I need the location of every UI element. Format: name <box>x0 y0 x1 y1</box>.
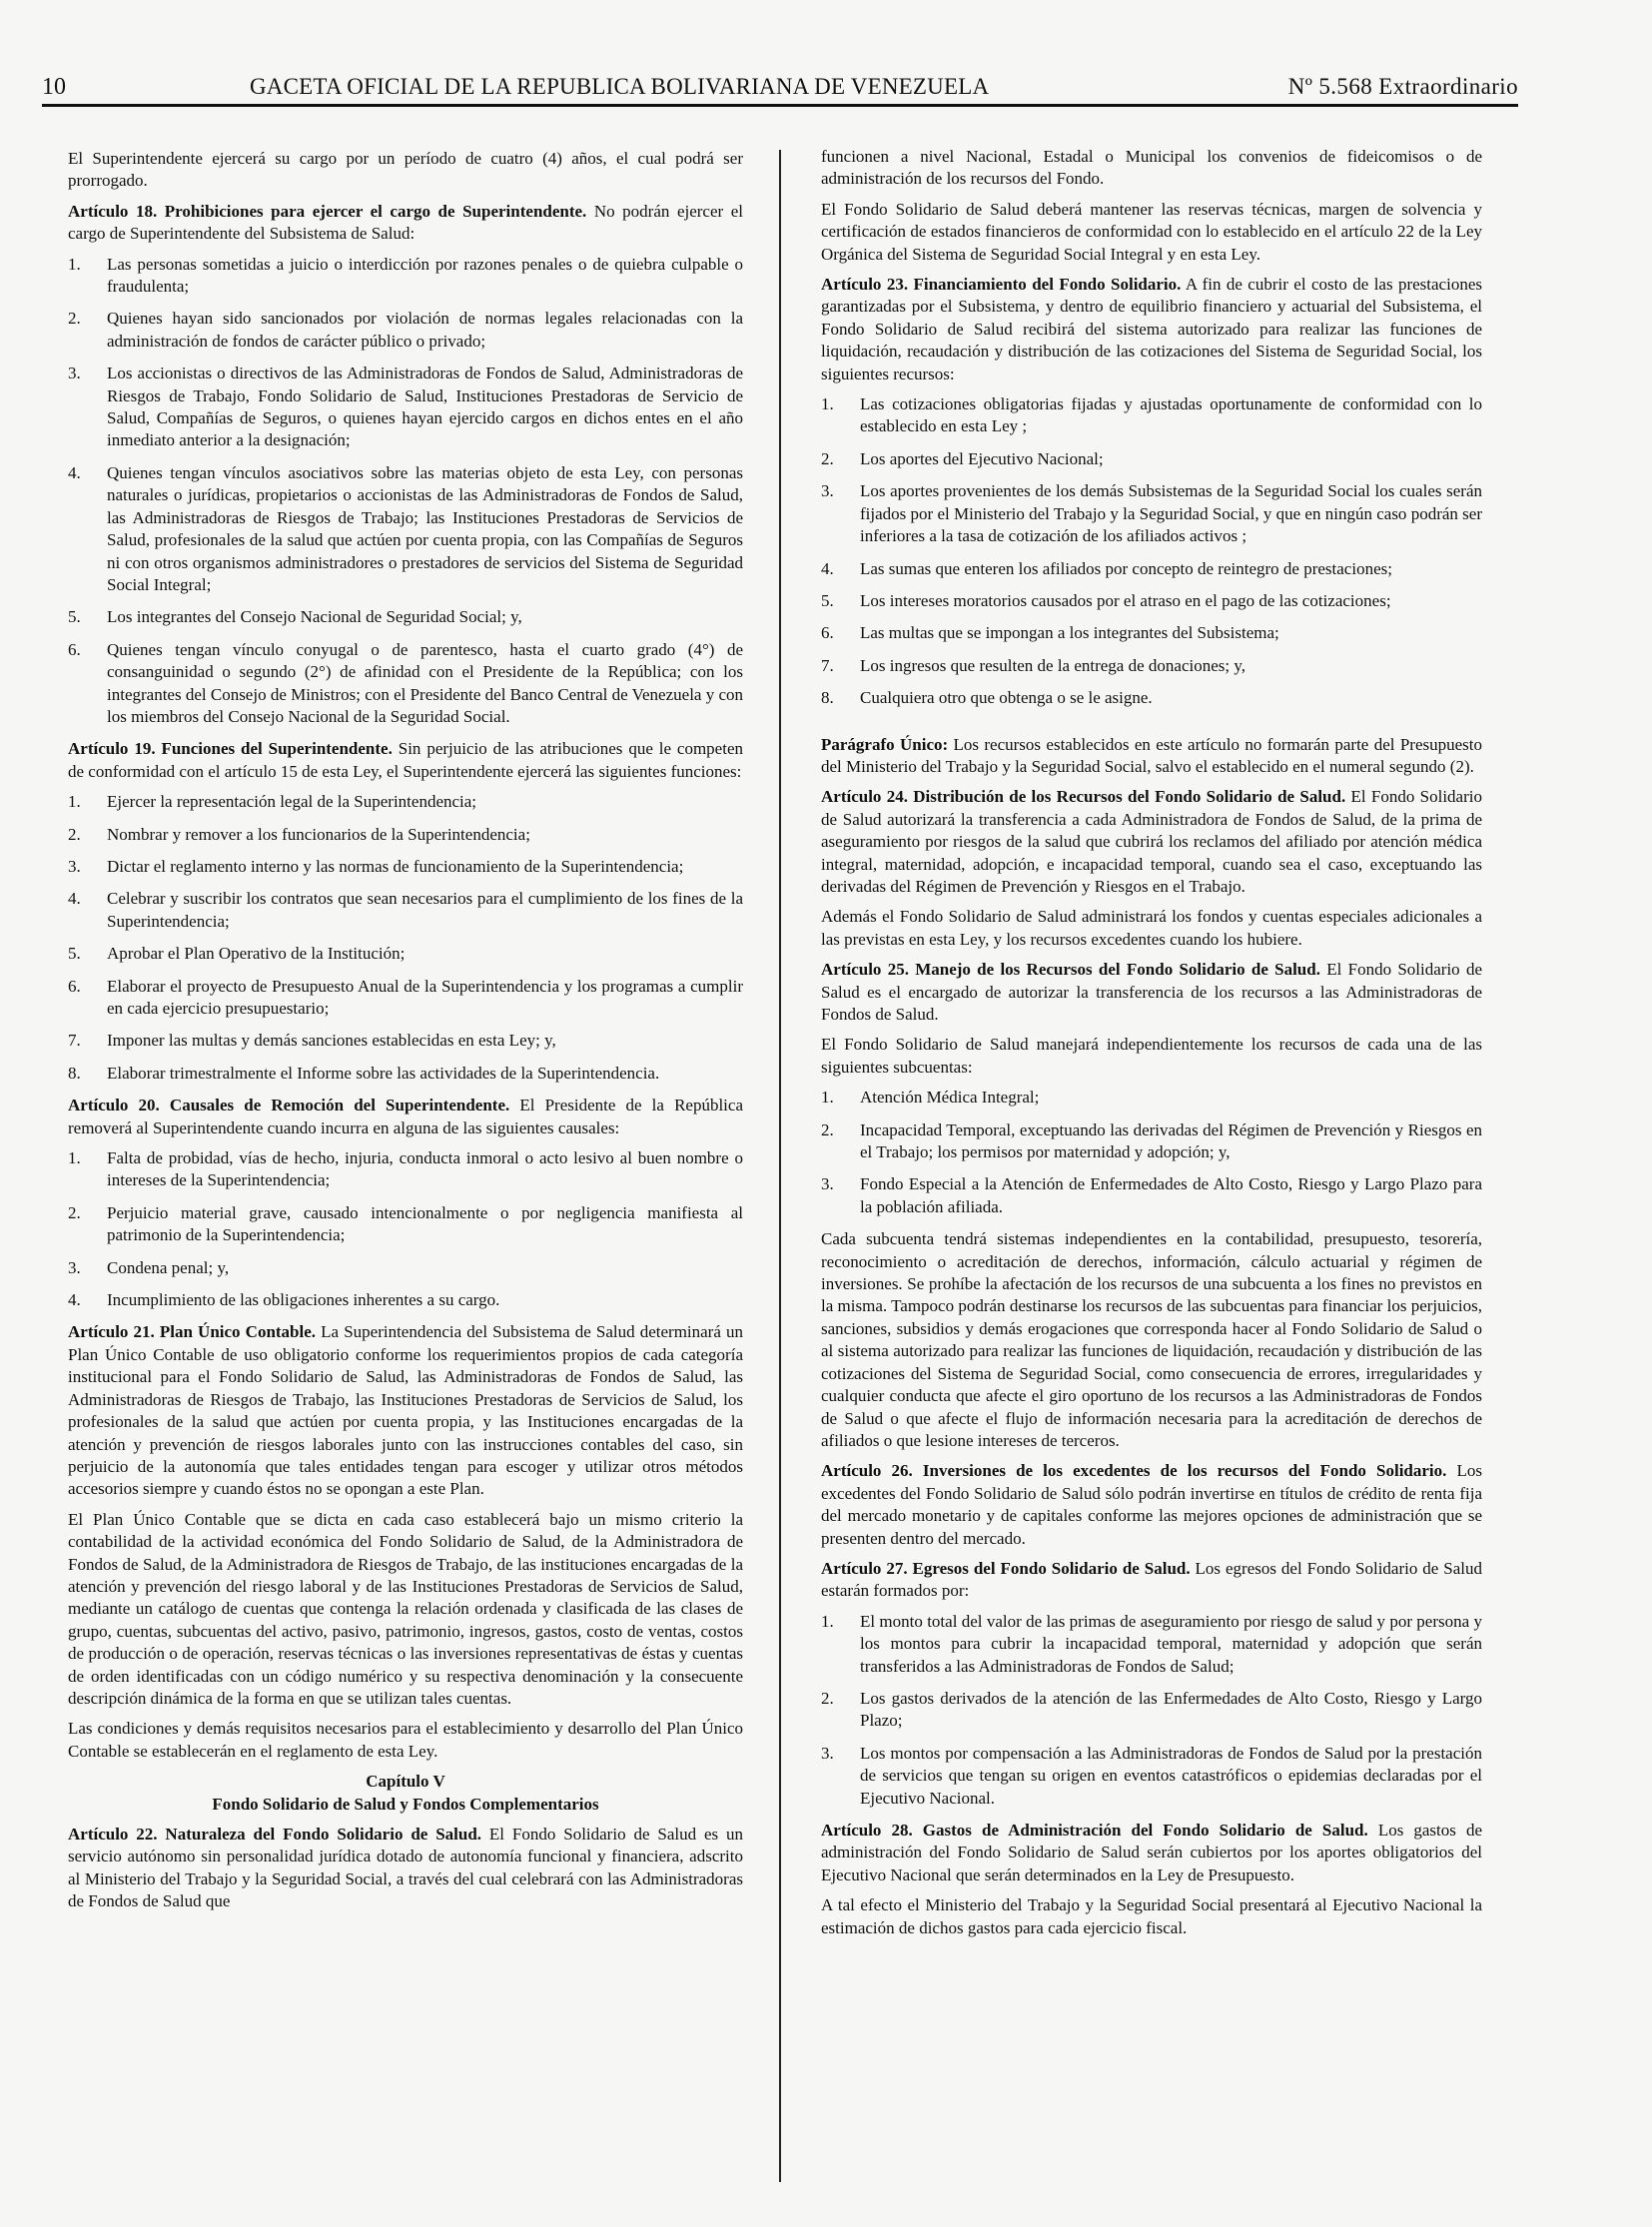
list-item: 1. Ejercer la representación legal de la Superintendencia; <box>68 792 477 812</box>
list-item: 7. Los ingresos que resulten de la entrega de donaciones; y, <box>821 655 1245 675</box>
list-item: 6. Quienes tengan vínculo conyugal o de parentesco, hasta el cuarto grado (4°) de consanguinidad o segundo (2°) de afinidad con el Presidente de la República; con los integrantes del Consejo de Ministros; con el Presidente del Banco Central de Venezuela y con los miembros del Consejo Nacional de la Seguridad Social. <box>68 639 744 726</box>
list-item: 3. Los accionistas o directivos de las Administradoras de Fondos de Salud, Administradoras de Riesgos de Trabajo, Fondo Solidario de Salud, Instituciones Prestadoras de Servicio de Salud, Compañías de Seguros, o quienes hayan ejercido cargos en dichos entes en el año inmediato anterior a la designación; <box>68 364 743 450</box>
article-text: Los gastos de administración del Fondo Solidario de Salud serán cubiertos por los aportes obligatorios del Ejecutivo Nacional que serán determinados en la Ley de Presupuesto. <box>821 1821 1482 1884</box>
list-item: 2. Quienes hayan sido sancionados por violación de normas legales relacionadas con la administración de fondos de carácter público o privado; <box>68 309 743 351</box>
paragraph: A tal efecto el Ministerio del Trabajo y la Seguridad Social presentará al Ejecutivo Nacional la estimación de dichos gastos para cada ejercicio fiscal. <box>821 1895 1482 1937</box>
paragraph: El Superintendente ejercerá su cargo por un período de cuatro (4) años, el cual podrá ser prorrogado. <box>68 149 743 191</box>
article-text: Los excedentes del Fondo Solidario de Salud sólo podrán invertirse en títulos de crédito de renta fija del mercado monetario y de capitales conforme las mejores opciones de administración que se presenten dentro del mercado. <box>821 1461 1483 1548</box>
article-25 <box>821 959 1482 1026</box>
list-item: 2. Nombrar y remover a los funcionarios de la Superintendencia; <box>68 824 530 844</box>
left-column <box>68 148 743 1921</box>
article-text: El Presidente de la República removerá al Superintendente cuando incurra en alguna de las siguientes causales: <box>68 1096 743 1137</box>
paragraph: funcionen a nivel Nacional, Estadal o Municipal los convenios de fideicomisos o de administración de los recursos del Fondo. <box>821 147 1482 189</box>
list-item: 2. Incapacidad Temporal, exceptuando las derivadas del Régimen de Prevención y Riesgos en el Trabajo; los permisos por maternidad y adopción; y, <box>821 1119 1482 1162</box>
paragraph: Cada subcuenta tendrá sistemas independientes en la contabilidad, presupuesto, tesorería, reconocimiento o acreditación de derechos, información, cálculo actuarial y régimen de inversiones. Se prohíbe la afectación de los recursos de una subcuenta a los fines no previstos en la misma. Tampoco podrán destinarse los recursos de las subcuentas para financiar los perjuicios, sanciones, subsidios y demás erogaciones que corresponda hacer al Fondo Solidario de Salud o al sistema autorizado para realizar las funciones de liquidación, recaudación y distribución de las cotizaciones del Sistema de Seguridad Social, como consecuencia de errores, irregularidades y cualquier conducta que afecte el giro oportuno de los recursos a las Administradoras de Fondos de Salud o que afecte el flujo de información necesaria para la acreditación de derechos de afiliados o que lesione intereses de terceros. <box>821 1229 1482 1450</box>
article-28 <box>821 1820 1482 1886</box>
paragrafo-text: Los recursos establecidos en este artículo no formarán parte del Presupuesto del Ministerio del Trabajo y la Seguridad Social, salvo el establecido en el numeral segundo (2). <box>821 734 1482 776</box>
article-18 <box>68 201 743 246</box>
article-text: A fin de cubrir el costo de las prestaciones garantizadas por el Subsistema, y dentro de equilibrio financiero y actuarial del Subsistema, el Fondo Solidario de Salud recibirá del sistema autorizado para realizar las funciones de liquidación, recaudación y distribución de las cotizaciones del Sistema de Seguridad Social, los siguientes recursos: <box>821 275 1482 383</box>
paragraph: El Plan Único Contable que se dicta en cada caso establecerá bajo un mismo criterio la contabilidad de la actividad económica del Fondo Solidario de Salud, de la Administradora de Fondos de Salud, de la Administradora de Riesgos de Trabajo, de las instituciones encargadas de la atención y prevención del riesgo laboral y de las Instituciones Prestadoras de Servicios de Salud, mediante un catálogo de cuentas que contenga la relación ordenada y clasificada de las clases de grupo, cuentas, subcuentas del activo, pasivo, patrimonio, ingresos, gastos, costo de ventas, costos de producción o de operación, reservas técnicas o las inversiones representativas de éstas y cuentas de orden identificadas con un código numérico y su respectiva denominación y la consecuente descripción dinámica de la forma en que se utilizan tales cuentas. <box>68 1509 743 1708</box>
list-item: 4. Quienes tengan vínculos asociativos sobre las materias objeto de esta Ley, con personas naturales o jurídicas, propietarios o accionistas de las Administradoras de Fondos de Salud, las Administradoras de Riesgos de Trabajo; las Instituciones Prestadoras de Servicios de Salud, profesionales de la salud que actúen por cuenta propia, con las Compañías de Seguros ni con otros organismos administradores o prestadores de servicios del Sistema de Seguridad Social Integral; <box>68 462 743 594</box>
article-23 <box>821 274 1482 385</box>
list-item: 8. Cualquiera otro que obtenga o se le asigne. <box>821 688 1153 708</box>
list-item: 3. Los aportes provenientes de los demás Subsistemas de la Seguridad Social los cuales serán fijados por el Ministerio del Trabajo y la Seguridad Social, y que en ningún caso podrán ser inferiores a la tasa de cotización de los afiliados activos ; <box>821 481 1482 546</box>
list-item: 1. Las personas sometidas a juicio o interdicción por razones penales o de quiebra culpable o fraudulenta; <box>68 254 743 297</box>
list-item: 4. Incumplimiento de las obligaciones inherentes a su cargo. <box>68 1290 500 1310</box>
article-22 <box>68 1824 743 1913</box>
list-item: 8. Elaborar trimestralmente el Informe sobre las actividades de la Superintendencia. <box>68 1063 660 1083</box>
article-27-list <box>821 1611 1482 1810</box>
article-24 <box>821 786 1482 898</box>
list-item: 1. El monto total del valor de las primas de aseguramiento por riesgo de salud y por persona y los montos para cubrir la incapacidad temporal, maternidad y adopción que serán transferidos a las Administradoras de Fondos de Salud; <box>821 1611 1482 1676</box>
article-heading: Artículo 26. Inversiones de los excedentes de los recursos del Fondo Solidario. <box>821 1461 1447 1481</box>
paragraph: Las condiciones y demás requisitos necesarios para el establecimiento y desarrollo del Plan Único Contable se establecerán en el reglamento de esta Ley. <box>68 1719 743 1761</box>
article-19-list <box>68 791 743 1085</box>
article-heading: Artículo 24. Distribución de los Recursos del Fondo Solidario de Salud. <box>821 787 1346 807</box>
article-27 <box>821 1558 1482 1603</box>
paragraph: El Fondo Solidario de Salud deberá mantener las reservas técnicas, margen de solvencia y certificación de estados financieros de conformidad con lo establecido en el artículo 22 de la Ley Orgánica del Sistema de Seguridad Social Integral y en esta Ley. <box>821 199 1482 264</box>
list-item: 5. Los intereses moratorios causados por el atraso en el pago de las cotizaciones; <box>821 590 1391 610</box>
chapter-title: Fondo Solidario de Salud y Fondos Complementarios <box>212 1794 599 1814</box>
article-18-list <box>68 254 743 729</box>
paragraph: Además el Fondo Solidario de Salud administrará los fondos y cuentas especiales adicionales a las previstas en esta Ley, y los recursos excedentes cuando los hubiere. <box>821 907 1482 949</box>
paragrafo-heading: Parágrafo Único: <box>821 734 949 754</box>
chapter-heading <box>68 1771 743 1816</box>
article-heading: Artículo 28. Gastos de Administración del Fondo Solidario de Salud. <box>821 1821 1368 1840</box>
article-text: El Fondo Solidario de Salud es el encargado de autorizar la transferencia de los recursos a las Administradoras de Fondos de Salud. <box>821 960 1482 1024</box>
list-item: 3. Fondo Especial a la Atención de Enfermedades de Alto Costo, Riesgo y Largo Plazo para la población afiliada. <box>821 1174 1482 1216</box>
article-19 <box>68 738 743 783</box>
paragraph: El Fondo Solidario de Salud manejará independientemente los recursos de cada una de las siguientes subcuentas: <box>821 1035 1482 1077</box>
article-text: Sin perjuicio de las atribuciones que le competen de conformidad con el artículo 15 de esta Ley, el Superintendente ejercerá las siguientes funciones: <box>68 739 743 781</box>
article-heading: Artículo 20. Causales de Remoción del Superintendente. <box>68 1096 510 1115</box>
list-item: 1. Falta de probidad, vías de hecho, injuria, conducta inmoral o acto lesivo al buen nombre o intereses de la Superintendencia; <box>68 1148 743 1190</box>
spacer <box>821 720 1482 734</box>
article-26 <box>821 1460 1482 1550</box>
list-item: 6. Las multas que se impongan a los integrantes del Subsistema; <box>821 623 1279 643</box>
article-21 <box>68 1321 743 1500</box>
page-header <box>42 70 1518 107</box>
article-23-list <box>821 393 1482 709</box>
article-heading: Artículo 23. Financiamiento del Fondo Solidario. <box>821 275 1182 295</box>
article-text: El Fondo Solidario de Salud es un servicio autónomo sin personalidad jurídica dotado de autonomía funcional y financiera, adscrito al Ministerio del Trabajo y la Seguridad Social, a través del cual celebrará con las Administradoras de Fondos de Salud que <box>68 1825 743 1911</box>
article-text: No podrán ejercer el cargo de Superintendente del Subsistema de Salud: <box>68 201 743 244</box>
right-column <box>821 146 1482 1947</box>
list-item: 6. Elaborar el proyecto de Presupuesto Anual de la Superintendencia y los programas a cumplir en cada ejercicio presupuestario; <box>68 976 743 1018</box>
list-item: 3. Dictar el reglamento interno y las normas de funcionamiento de la Superintendencia; <box>68 856 684 876</box>
article-heading: Artículo 22. Naturaleza del Fondo Solidario de Salud. <box>68 1825 482 1844</box>
article-text: El Fondo Solidario de Salud autorizará la transferencia a cada Administradora de Fondos de Salud, de la prima de aseguramiento por riesgos de la salud que cubrirá los reclamos del afiliado por atención médica integral, maternidad, adopción, e incapacidad temporal, cuando sea el caso, exceptuando las derivadas del Régimen de Prevención y Riesgos en el Trabajo. <box>821 787 1482 896</box>
column-divider <box>779 150 781 2182</box>
article-text: Los egresos del Fondo Solidario de Salud estarán formados por: <box>821 1558 1483 1601</box>
list-item: 5. Los integrantes del Consejo Nacional de Seguridad Social; y, <box>68 607 522 627</box>
list-item: 2. Perjuicio material grave, causado intencionalmente o por negligencia manifiesta al patrimonio de la Superintendencia; <box>68 1202 743 1245</box>
gazette-title: GACETA OFICIAL DE LA REPUBLICA BOLIVARIANA DE VENEZUELA <box>250 74 990 99</box>
article-text: La Superintendencia del Subsistema de Salud determinará un Plan Único Contable de uso obligatorio conforme los requerimientos propios de cada categoría institucional para el Fondo Solidario de Salud, las Administradoras de Fondos de Salud, las Administradoras de Riesgos de Trabajo, las Instituciones Prestadoras de Servicios de Salud, los profesionales de la salud que actúen por cuenta propia, y las Instituciones encargadas de la atención y prevención de riesgos laborales junto con las instrucciones contables del caso, sin perjuicio de la autonomía que tales entidades tengan para escoger y utilizar otros métodos accesorios siempre y cuando éstos no se opongan a este Plan. <box>68 1322 743 1499</box>
list-item: 4. Las sumas que enteren los afiliados por concepto de reintegro de prestaciones; <box>821 558 1392 578</box>
list-item: 1. Atención Médica Integral; <box>821 1088 1040 1108</box>
list-item: 3. Los montos por compensación a las Administradoras de Fondos de Salud por la prestación de servicios que tengan su origen en eventos catastróficos o epidemias declaradas por el Ejecutivo Nacional. <box>821 1743 1482 1808</box>
list-item: 1. Las cotizaciones obligatorias fijadas y ajustadas oportunamente de conformidad con lo establecido en esta Ley ; <box>821 394 1482 436</box>
issue-number: Nº 5.568 Extraordinario <box>1287 74 1518 99</box>
article-25-list <box>821 1087 1482 1218</box>
list-item: 7. Imponer las multas y demás sanciones establecidas en esta Ley; y, <box>68 1031 556 1051</box>
list-item: 3. Condena penal; y, <box>68 1257 230 1277</box>
list-item: 2. Los gastos derivados de la atención de las Enfermedades de Alto Costo, Riesgo y Largo Plazo; <box>821 1688 1482 1731</box>
list-item: 2. Los aportes del Ejecutivo Nacional; <box>821 448 1104 468</box>
list-item: 5. Aprobar el Plan Operativo de la Institución; <box>68 944 406 964</box>
article-20-list <box>68 1147 743 1311</box>
article-20 <box>68 1095 743 1139</box>
chapter-number: Capítulo V <box>366 1772 445 1792</box>
list-item: 4. Celebrar y suscribir los contratos que sean necesarios para el cumplimiento de los fines de la Superintendencia; <box>68 889 743 931</box>
article-heading: Artículo 25. Manejo de los Recursos del Fondo Solidario de Salud. <box>821 960 1320 980</box>
page-number: 10 <box>42 74 66 100</box>
article-heading: Artículo 19. Funciones del Superintendente. <box>68 739 393 759</box>
article-heading: Artículo 27. Egresos del Fondo Solidario de Salud. <box>821 1558 1191 1578</box>
article-heading: Artículo 18. Prohibiciones para ejercer el cargo de Superintendente. <box>68 201 587 221</box>
paragrafo-unico <box>821 734 1482 779</box>
article-heading: Artículo 21. Plan Único Contable. <box>68 1322 317 1342</box>
